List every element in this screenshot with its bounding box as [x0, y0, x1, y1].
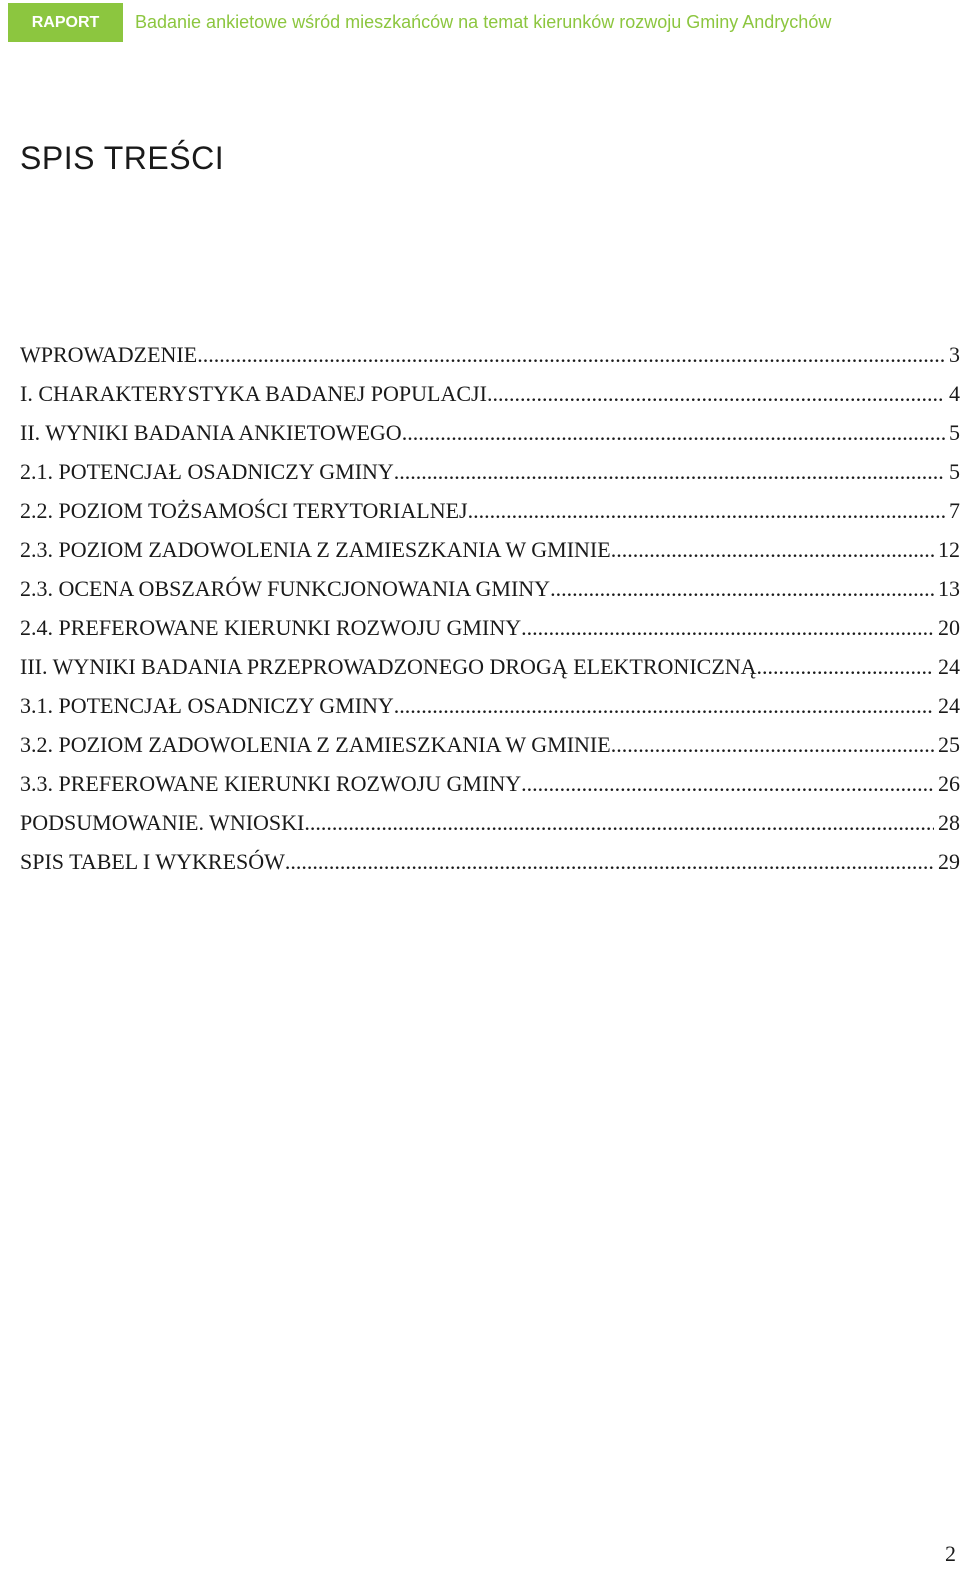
toc-entry-label: 2.3. OCENA OBSZARÓW FUNKCJONOWANIA GMINY: [20, 576, 551, 601]
page-title: SPIS TREŚCI: [20, 140, 225, 176]
toc-entry-page: 3: [949, 342, 960, 367]
toc-entry[interactable]: [20, 452, 960, 491]
toc-entry[interactable]: [20, 647, 960, 686]
toc-entry-label: SPIS TABEL I WYKRESÓW: [20, 849, 285, 874]
toc-leader-dots: [757, 647, 934, 686]
toc-entry-label: II. WYNIKI BADANIA ANKIETOWEGO: [20, 420, 402, 445]
toc-entry-label: 2.1. POTENCJAŁ OSADNICZY GMINY: [20, 459, 394, 484]
toc-entry[interactable]: [20, 530, 960, 569]
toc-entry-label: WPROWADZENIE: [20, 342, 198, 367]
toc-leader-dots: [304, 803, 934, 842]
toc-entry-page: 24: [938, 654, 960, 679]
toc-entry-label: 2.2. POZIOM TOŻSAMOŚCI TERYTORIALNEJ: [20, 498, 468, 523]
toc-leader-dots: [394, 452, 945, 491]
report-badge: RAPORT: [8, 3, 123, 42]
toc-entry-label: 3.2. POZIOM ZADOWOLENIA Z ZAMIESZKANIA W GMINIE: [20, 732, 611, 757]
toc-leader-dots: [521, 608, 934, 647]
toc-leader-dots: [402, 413, 945, 452]
toc-entry-label: III. WYNIKI BADANIA PRZEPROWADZONEGO DROGĄ ELEKTRONICZNĄ: [20, 654, 757, 679]
toc-entry[interactable]: [20, 491, 960, 530]
toc-entry-page: 20: [938, 615, 960, 640]
toc-leader-dots: [611, 530, 934, 569]
toc-entry-page: 28: [938, 810, 960, 835]
toc-entry[interactable]: [20, 608, 960, 647]
page-number: 2: [945, 1541, 956, 1566]
toc-leader-dots: [468, 491, 945, 530]
toc-leader-dots: [550, 569, 934, 608]
toc-entry[interactable]: [20, 374, 960, 413]
toc-leader-dots: [521, 764, 934, 803]
toc-entry-label: 2.3. POZIOM ZADOWOLENIA Z ZAMIESZKANIA W GMINIE: [20, 537, 611, 562]
header: [8, 3, 831, 42]
toc-entry[interactable]: [20, 569, 960, 608]
toc-entry-label: 2.4. PREFEROWANE KIERUNKI ROZWOJU GMINY: [20, 615, 522, 640]
toc-leader-dots: [611, 725, 934, 764]
toc-leader-dots: [487, 374, 945, 413]
toc-entry[interactable]: [20, 842, 960, 881]
table-of-contents: [20, 335, 960, 881]
toc-entry-page: 26: [938, 771, 960, 796]
header-title: Badanie ankietowe wśród mieszkańców na temat kierunków rozwoju Gminy Andrychów: [135, 12, 832, 32]
toc-entry[interactable]: [20, 725, 960, 764]
toc-entry[interactable]: [20, 413, 960, 452]
toc-leader-dots: [285, 842, 934, 881]
toc-entry-label: I. CHARAKTERYSTYKA BADANEJ POPULACJI: [20, 381, 487, 406]
toc-entry-page: 24: [938, 693, 960, 718]
toc-entry-page: 5: [949, 420, 960, 445]
toc-entry-page: 13: [938, 576, 960, 601]
toc-entry[interactable]: [20, 335, 960, 374]
toc-entry[interactable]: [20, 803, 960, 842]
toc-entry-label: 3.1. POTENCJAŁ OSADNICZY GMINY: [20, 693, 394, 718]
toc-entry-page: 25: [938, 732, 960, 757]
toc-entry-label: 3.3. PREFEROWANE KIERUNKI ROZWOJU GMINY: [20, 771, 522, 796]
toc-entry-page: 4: [949, 381, 960, 406]
toc-entry-page: 5: [949, 459, 960, 484]
toc-leader-dots: [394, 686, 934, 725]
toc-entry[interactable]: [20, 686, 960, 725]
toc-entry[interactable]: [20, 764, 960, 803]
toc-entry-page: 29: [938, 849, 960, 874]
toc-leader-dots: [197, 335, 945, 374]
toc-entry-page: 7: [949, 498, 960, 523]
toc-entry-label: PODSUMOWANIE. WNIOSKI: [20, 810, 305, 835]
toc-entry-page: 12: [938, 537, 960, 562]
